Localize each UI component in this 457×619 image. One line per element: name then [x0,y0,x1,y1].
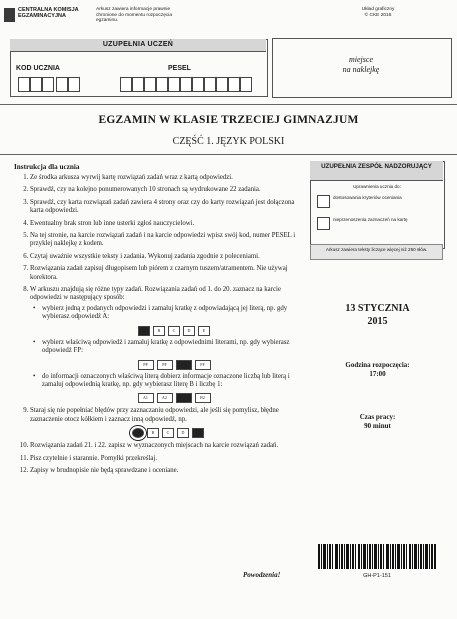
bullet-text: do informacji oznaczonych właściwą literą dobierz informacje oznaczone liczbą lub literą i zamaluj odpowiednią kratkę, np. gdy wybierasz literę B i liczbę 1: [42,372,290,388]
no-transfer-label: nieprzenoszenia zaznaczeń na kartę [333,217,408,222]
pesel-cell[interactable] [180,77,192,92]
instruction-bullet [42,373,306,404]
student-code-cell[interactable] [42,77,54,92]
pesel-cell[interactable] [240,77,252,92]
start-time [305,361,450,379]
answer-box: D [183,326,195,336]
pesel-cell[interactable] [192,77,204,92]
duration-label: Czas pracy: [359,413,396,421]
pesel-cell[interactable] [144,77,156,92]
example-correction [30,428,306,438]
pesel-cell[interactable] [168,77,180,92]
answer-box: A1 [138,393,154,403]
exam-duration [305,413,450,431]
pesel-label: PESEL [168,65,191,72]
instruction-item: 3. Sprawdź, czy karta rozwiązań zadań zawiera 4 strony oraz czy do karty rozwiązań jest dołączona karta odpowiedzi. [30,199,306,216]
bullet-text: wybierz jedną z podanych odpowiedzi i zamaluj kratkę z odpowiadającą jej literą, np. gdy wybierasz odpowiedź A: [42,304,288,321]
supervisor-box-heading: UZUPEŁNIA ZESPÓŁ NADZORUJĄCY [310,161,443,181]
sticker-text [272,55,450,75]
example-answer-a [42,326,306,336]
cke-logo-icon [4,8,15,22]
answer-box: A2 [157,393,173,403]
answer-box-filled: A [138,326,150,336]
closing-text: Powodzenia! [243,571,281,579]
student-code-cell[interactable] [30,77,42,92]
student-code-cell[interactable] [56,77,68,92]
instruction-item [30,286,306,403]
student-code-cell[interactable] [68,77,80,92]
layout-note-line2: © CKE 2015 [364,12,392,18]
layout-note [353,7,403,18]
exam-date-year: 2015 [367,316,388,327]
pesel-cell[interactable] [204,77,216,92]
pesel-cell[interactable] [228,77,240,92]
exam-date-day: 13 STYCZNIA [345,303,410,314]
barcode-icon [318,544,436,569]
instruction-item: 2. Sprawdź, czy na kolejno ponumerowanych 10 stronach są wydrukowane 22 zadania. [30,186,306,194]
instruction-bullet [42,305,306,336]
bullet-text: wybierz właściwą odpowiedź i zamaluj kratkę z odpowiednimi literami, np. gdy wybierasz odpowiedź FP: [42,338,290,355]
instruction-item [30,407,306,438]
answer-box: E [198,326,210,336]
student-code-label: KOD UCZNIA [16,65,60,72]
answer-box: C [168,326,180,336]
instruction-item: 1. Ze środka arkusza wyrwij kartę rozwiązań zadań wraz z kartą odpowiedzi. [30,174,306,182]
top-note: Arkusz zawiera informacje prawnie chronione do momentu rozpoczęcia egzaminu. [96,7,172,24]
pesel-cell[interactable] [120,77,132,92]
exam-date [305,302,450,328]
example-answer-b1 [42,393,306,403]
answer-box: B2 [195,393,211,403]
instruction-item: 4. Ewentualny brak stron lub inne usterki zgłoś nauczycielowi. [30,220,306,228]
student-code-cell[interactable] [18,77,30,92]
example-answer-fp [42,360,306,370]
instruction-text: W arkuszu znajdują się różne typy zadań. Rozwiązania zadań od 1. do 20. zaznacz na karcie odpowiedzi w następujący sposób: [30,286,281,302]
answer-box: C [162,428,174,438]
answer-box: FF [195,360,211,370]
divider [0,104,457,105]
answer-box-filled: FP [176,360,192,370]
divider [0,154,457,155]
answer-box: B [147,428,159,438]
start-time-label: Godzina rozpoczęcia: [345,361,410,369]
sheet-code: GH-P1-151 [363,573,391,579]
answer-box: D [177,428,189,438]
instruction-item: 12. Zapisy w brudnopisie nie będą sprawdzane i oceniane. [30,467,306,475]
pesel-cell[interactable] [132,77,144,92]
word-count-note: Arkusz zawiera teksty liczące więcej niż 250 słów. [310,244,443,260]
instruction-item: 11. Pisz czytelnie i starannie. Pomyłki przekreślaj. [30,455,306,463]
supervisor-box-subheading: Uprawnienia ucznia do: [353,184,401,189]
student-box-heading: UZUPEŁNIA UCZEŃ [10,39,266,52]
instruction-item: 5. Na tej stronie, na karcie rozwiązań zadań i na karcie odpowiedzi wpisz swój kod, numer PESEL i przyklej naklejkę z kodem. [30,232,306,249]
pesel-cell[interactable] [156,77,168,92]
answer-box-filled: E [192,428,204,438]
instruction-item: 6. Czytaj uważnie wszystkie teksty i zadania. Wykonuj zadania zgodnie z poleceniami. [30,253,306,261]
exam-part: CZĘŚĆ 1. JĘZYK POLSKI [172,136,285,147]
sticker-line2: na naklejkę [342,65,380,74]
sticker-line1: miejsce [349,55,373,64]
instruction-bullet [42,339,306,370]
layout-note-line1: Układ graficzny [361,7,395,12]
answer-box: PP [138,360,154,370]
adjusted-criteria-checkbox[interactable] [317,195,330,208]
answer-box-filled: B1 [176,393,192,403]
pesel-cell[interactable] [216,77,228,92]
answer-box: B [153,326,165,336]
instruction-item: 7. Rozwiązania zadań zapisuj długopisem lub piórem z czarnym tuszem/atramentem. Nie używaj korektora. [30,265,306,282]
no-transfer-checkbox[interactable] [317,217,330,230]
duration-value: 90 minut [364,422,391,430]
instruction-item: 10. Rozwiązania zadań 21. i 22. zapisz w wyznaczonych miejscach na karcie rozwiązań zadań. [30,442,306,450]
adjusted-criteria-label: dostosowania kryteriów oceniania [333,195,402,200]
answer-box: PF [157,360,173,370]
instruction-text: Staraj się nie popełniać błędów przy zaznaczaniu odpowiedzi, ale jeśli się pomylisz, błędne zaznaczenie otocz kółkiem i zaznacz inną odpowiedź, np. [30,407,279,423]
exam-title: EGZAMIN W KLASIE TRZECIEJ GIMNAZJUM [98,114,359,126]
start-time-value: 17:00 [369,370,386,378]
instructions-list [14,174,306,479]
instructions-heading: Instrukcja dla ucznia [14,163,80,171]
circled-answer-box: A [132,428,144,438]
logo-text: CENTRALNA KOMISJA EGZAMINACYJNA [18,7,79,19]
